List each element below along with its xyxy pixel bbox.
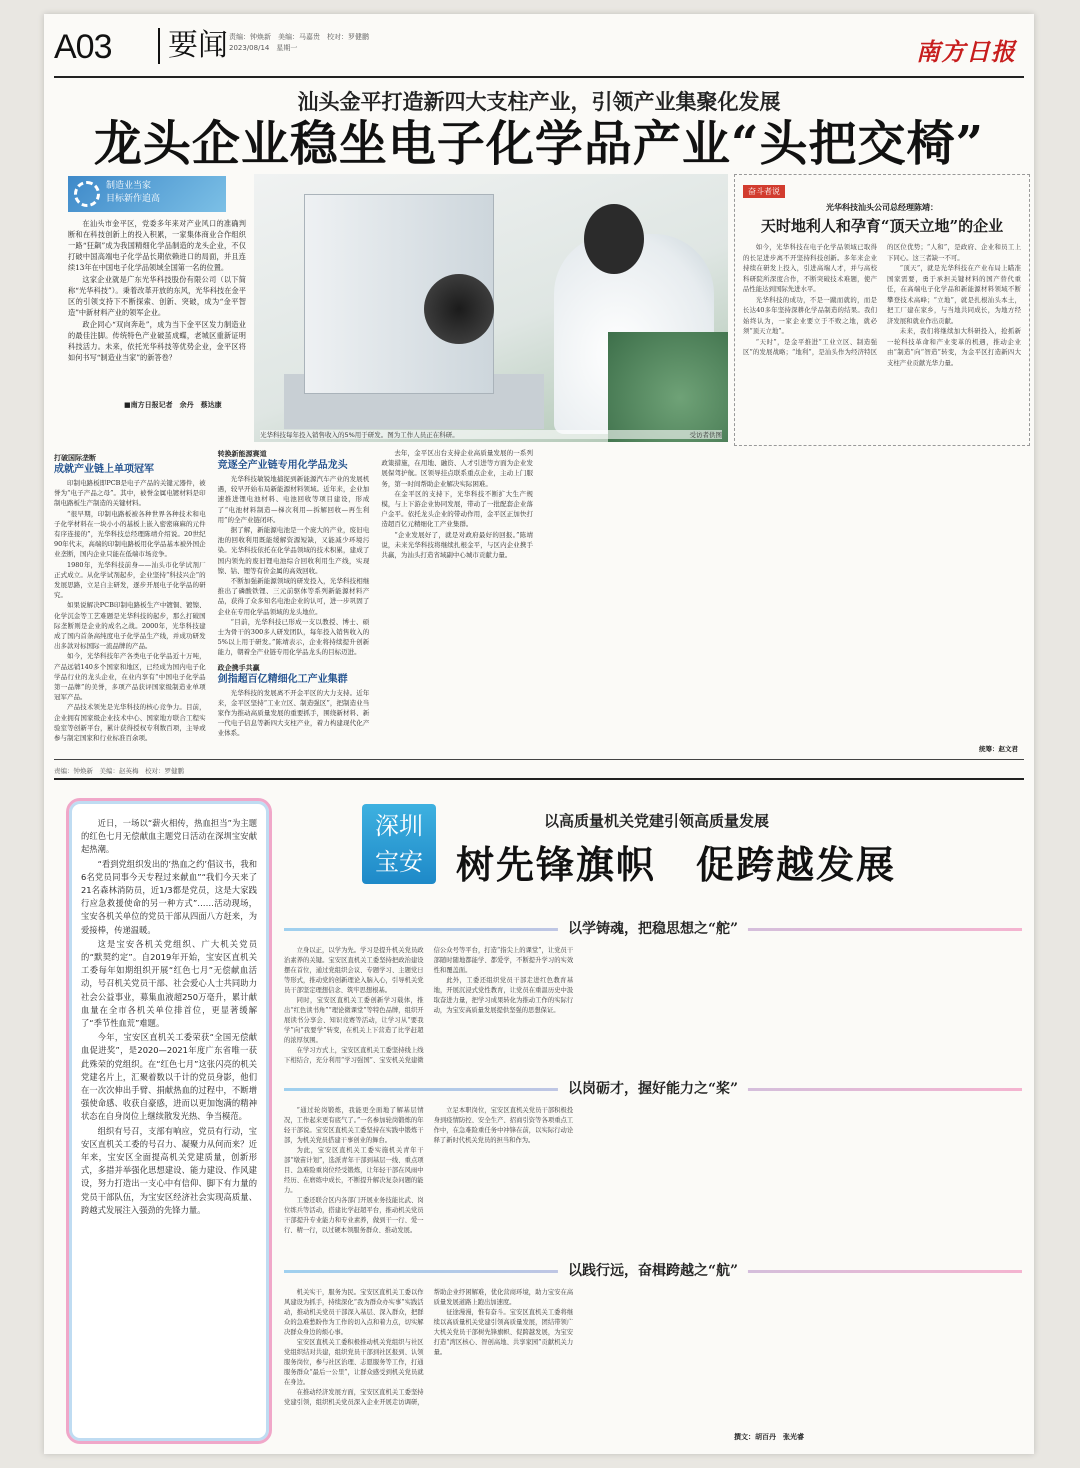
sidebar-paragraph: “顶天”，就是光华科技在产业布局上瞄准国家需要，勇于承担关键材料的国产替代重任，在高端电子化学品和新能源材料领域不断攀登技术高峰；“立地”，就是扎根汕头本土，把工厂建在家乡，与当地共同成长，为地方经济发展和就业作出贡献。	[887, 264, 1021, 325]
band-text	[284, 1288, 1022, 1424]
page-code: A03	[54, 28, 112, 66]
body-paragraph: 光华科技的发展离不开金平区的大力支持。近年来，金平区坚持“工业立区、制造强区”，把制造业当家作为推动高质量发展的重要抓手，围绕新材料、新一代电子信息等新四大支柱产业，着力构建现代化产业体系。	[217, 688, 370, 738]
band-label: 以学铸魂，把稳思想之“舵”	[558, 918, 748, 938]
body-paragraph: 1980年，光华科技前身——汕头市化学试剂厂正式成立。从化学试剂起步，企业坚持“科技兴企”的发展思路，立足自主研发，逐步开展电子化学品的研究。	[54, 560, 206, 600]
body-paragraph: 去年，金平区出台支持企业高质量发展的一系列政策措施，在用地、融资、人才引进等方面为企业发展保驾护航。区领导挂点联系重点企业，主动上门服务，第一时间帮助企业解决实际困难。	[381, 449, 533, 488]
body-paragraph: 不断加强新能源领域的研发投入，光华科技相继推出了磷酸铁锂、三元前驱体等系列新能源材料产品，获得了众多知名电池企业的认可，进一步巩固了企业在专用化学品领域的龙头地位。	[217, 577, 370, 616]
edit-info	[229, 32, 369, 54]
masthead	[54, 22, 1024, 78]
top-story-editor: 统筹：赵文君	[979, 745, 1018, 753]
lower-kicker: 以高质量机关党建引领高质量发展	[544, 812, 770, 830]
sidebar-title: 天时地利人和孕育“顶天立地”的企业	[760, 217, 1004, 235]
subhead-line1: 转换新能源赛道	[217, 450, 267, 458]
gear-icon	[74, 181, 100, 207]
band-paragraph: 工委还联合区内各部门开展业务技能比武、岗位练兵等活动，搭建比学赶超平台，推动机关党员干部提升专业能力和专业素养，做到干一行、爱一行、精一行，以过硬本领服务群众、推动发展。	[284, 1197, 424, 1234]
subhead-line1: 政企携手共赢	[217, 663, 260, 672]
photo-caption-text: 光华科技每年投入销售收入的5%用于研发。图为工作人员正在科研。	[260, 431, 459, 439]
newspaper-logo: 南方日报	[916, 37, 1016, 66]
band-text	[284, 946, 1022, 1070]
body-paragraph: 据了解，新能源电池是一个庞大的产业，废旧电池的回收利用既能缓解资源短缺，又能减少环境污染。光华科技依托在化学品领域的技术积累，建成了国内领先的废旧锂电池综合回收利用生产线，实现镍、钴、锂等有价金属的高效回收。	[217, 526, 370, 575]
subhead-line1: 打破国际垄断	[54, 454, 96, 462]
body-paragraph: “很早期，印制电路板被各种世界各种技术和电子化学材料在一块小小的基板上嵌入密密麻麻的元件有序连接的”，光华科技总经理陈靖介绍说。20世纪90年代末，高端的印制电路板用化学品基本被外国企业垄断，国内企业只能在低端市场竞争。	[54, 509, 206, 559]
sidebar-paragraph: 未来，我们将继续加大科研投入，抢抓新一轮科技革命和产业变革的机遇，推动企业由“制造”向“智造”转变，为金平区打造新四大支柱产业贡献光华力量。	[887, 327, 1021, 367]
region-badge	[362, 804, 436, 884]
intro-paragraph: 近日，一场以“薪火相传，热血担当”为主题的红色七月无偿献血主题党日活动在深圳宝安献起热潮。	[81, 818, 257, 855]
sidebar-paragraph: 如今，光华科技在电子化学品领域已取得的长足进步离不开坚持科技创新。多年来企业持续在研发上投入，引进高端人才，并与高校科研院所深度合作，不断突破技术难题，使产品性能达到国际先进水平。	[743, 243, 877, 293]
section-band	[284, 918, 1022, 940]
body-paragraph: 印制电路板即PCB是电子产品的关键元器件，被誉为“电子产品之母”。其中，被誉金属电镀材料是印制电路板生产制造的关键材料。	[54, 479, 206, 508]
interview-sidebar	[734, 174, 1030, 446]
lede-paragraph: 这家企业就是广东光华科技股份有限公司（以下简称“光华科技”）。秉着改革开放的东风，光华科技在金平区的引领支持下不断探索、创新、突破，成为“金平智造”中新材料产业的领军企业。	[68, 275, 246, 317]
band-label: 以践行远，奋楫跨越之“航”	[558, 1260, 748, 1280]
intro-paragraph: “看到党组织发出的‘热血之约’倡议书，我和6名党员同事今天专程过来献血”“我们今天来了21名森林消防员，近1/3都是党员，这是大家践行应急救援使命的另一种方式”……活动现场，宝安各机关单位的党员干部从四面八方赶来，为爱接棒，传递温暖。	[81, 858, 257, 935]
body-paragraph: 如今，光华科技年产各类电子化学品近十万吨，产品远销140多个国家和地区，已经成为国内电子化学品行业的龙头企业，在业内享有“中国电子化学品第一品牌”的美誉，多项产品获评国家级制造业单项冠军产品。	[54, 652, 206, 702]
top-story-headline: 龙头企业稳坐电子化学品产业“头把交椅”	[93, 116, 985, 172]
sidebar-paragraph: “天时”，是金平推进“工业立区、制造强区”的发展战略；“地利”，是汕头作为经济特区的区位优势；“人和”，是政府、企业和员工上下同心。这三者缺一不可。	[743, 243, 1021, 356]
column-badge-line: 制造业当家	[106, 181, 152, 191]
sidebar-subtitle: 光华科技汕头公司总经理陈靖：	[826, 202, 938, 212]
column-badge-line: 目标新作追高	[106, 194, 161, 204]
band-paragraph: 在推动经济发展方面，宝安区直机关工委坚持党建引领，组织机关党员深入企业开展走访调研，帮助企业纾困解难，优化营商环境，助力宝安在高质量发展道路上跑出加速度。	[284, 1289, 574, 1406]
body-paragraph: “企业发展好了，就是对政府最好的回报。”陈靖说，未来光华科技将继续扎根金平，与区内企业携手共赢，为汕头打造省域副中心城市贡献力量。	[381, 530, 533, 560]
section-subhead	[218, 662, 370, 686]
band-paragraph: 此外，工委还组织党员干部走进红色教育基地，开展沉浸式党性教育，让党员在重温历史中汲取奋进力量，把学习成果转化为推动工作的实际行动，为宝安高质量发展提供坚强的思想保证。	[433, 977, 574, 1014]
photo-microscope-lens	[424, 274, 494, 344]
body-paragraph: 如果说解决PCB印制电路板生产中镀铜、镀镍、化学沉金等工艺难题是光华科技的起步，那么打破国际垄断则是企业的成名之战。2000年，光华科技建成了国内首条高纯度电子化学品生产线，并成功研发出多款对标国际一流品牌的产品。	[54, 601, 206, 651]
photo-caption	[260, 430, 722, 439]
intro-paragraph: 今年，宝安区直机关工委荣获“全国无偿献血促进奖”，是2020—2021年度广东省唯一获此殊荣的党组织。在“红色七月”这张闪亮的机关党建名片上，汇聚着数以千计的党员身影，他们在一次次伸出手臂、捐献热血的过程中，不断增强使命感、收获自豪感，进而以更加饱满的精神状态在自身岗位上继续散发光热、争当模范。	[81, 1032, 257, 1122]
lede-paragraph: 政企同心“双向奔赴”，成为当下金平区发力制造业的最佳注脚。传统特色产业破茧成蝶，老城区重新证明科技活力。未来，依托光华科技等优势企业，金平区将如何书写“制造业当家”的新答卷？	[68, 320, 246, 362]
intro-box	[66, 798, 272, 1444]
lede-paragraph: 在汕头市金平区，党委多年来对产业风口的准确判断和在科技创新上的投入积累，一家集体商业合作组织一路“狂飙”成为我国精细化学品制造的龙头企业，不仅打破中国高端电子化学品长期依赖进口的局面，并且连续13年在中国电子化学品领域全国第一名的位置。	[68, 219, 246, 272]
top-story-lede	[68, 218, 246, 364]
band-label: 以岗砺才，握好能力之“桨”	[558, 1078, 748, 1098]
column-badge	[68, 176, 226, 212]
section-band	[284, 1260, 1022, 1282]
band-paragraph: 宝安区直机关工委积极推动机关党组织与社区党组织结对共建，组织党员干部到社区报到、认领服务岗位，参与社区治理、志愿服务等工作，打通服务群众“最后一公里”，让群众感受到机关党员就在身边。	[284, 1339, 424, 1386]
top-story-body	[54, 448, 1024, 760]
band-paragraph: “通过轮岗锻炼，我能更全面地了解基层情况，工作起来更有底气了。”一名参加轮岗锻炼的年轻干部说。宝安区直机关工委坚持在实践中锻炼干部，为机关党员搭建干事创业的舞台。	[284, 1107, 424, 1144]
sidebar-tag: 奋斗者说	[743, 185, 785, 198]
intro-paragraph: 组织有号召，支部有响应，党员有行动，宝安区直机关工委的号召力、凝聚力从何而来？近年来，宝安区全面提高机关党建质量，创新形式，多措并举强化思想建设、能力建设、作风建设，努力打造出一支心中有信仰、脚下有力量的党员干部队伍，为宝安区经济社会实现高质量、跨越式发展注入强劲的先锋力量。	[81, 1125, 257, 1215]
subhead-line2: 竞逐全产业链专用化学品龙头	[217, 460, 348, 471]
body-paragraph: 产品技术领先是光华科技的核心竞争力。目前，企业拥有国家级企业技术中心、国家地方联合工程实验室等创新平台，累计获得授权专利数百项，主导或参与制定国家和行业标准百余项。	[54, 703, 206, 743]
newspaper-page	[44, 14, 1034, 1454]
subhead-line2: 成就产业链上单项冠军	[54, 464, 154, 475]
edit-info-line: 责编：钟焕新 美编：马嘉贵 校对：罗健鹏	[229, 33, 369, 41]
section-subhead	[218, 448, 370, 472]
band-paragraph: 立足本职岗位，宝安区直机关党员干部积极投身到疫情防控、安全生产、招商引资等各项重点工作中，在急难险重任务中冲锋在前，以实际行动诠释了新时代机关党员的担当和作为。	[433, 1107, 574, 1144]
lab-photo	[254, 174, 728, 442]
band-text	[284, 1106, 1022, 1248]
top-story-kicker: 汕头金平打造新四大支柱产业，引领产业集聚化发展	[297, 89, 781, 114]
band-paragraph: 为此，宝安区直机关工委实施机关青年干部“墩苗计划”，选派青年干部到基层一线、重点项目、急难险重岗位经受锻炼，让年轻干部在风雨中经历、在磨练中成长，不断提升解决复杂问题的能力。	[284, 1147, 424, 1194]
band-paragraph: 征途漫漫，惟有奋斗。宝安区直机关工委将继续以高质量机关党建引领高质量发展，团结带领广大机关党员干部树先锋旗帜、促跨越发展，为宝安打造“湾区核心、智创高地、共享家园”贡献机关力量。	[433, 1309, 574, 1356]
body-paragraph: 在金平区的支持下，光华科技不断扩大生产规模，与上下游企业协同发展，带动了一批配套企业落户金平。依托龙头企业的带动作用，金平区正加快打造超百亿元精细化工产业集群。	[381, 489, 533, 529]
lower-credit: 撰文：胡百丹 张光睿	[734, 1433, 804, 1441]
photo-plant	[608, 332, 728, 442]
date-line: 2023/08/14 星期一	[229, 44, 298, 52]
band-paragraph: 立身以正，以学为先。学习是提升机关党员政治素养的关键。宝安区直机关工委坚持把政治建设摆在首位，通过党组织会议、专题学习、主题党日等形式，推动党的创新理论入脑入心，引导机关党员干部坚定理想信念、筑牢思想根基。	[284, 947, 424, 994]
body-paragraph: “目前，光华科技已形成一支以教授、博士、硕士为骨干的300多人研发团队，每年投入销售收入的5%以上用于研发。”陈靖表示，企业将持续提升创新能力，朝着全产业链专用化学品龙头的目标迈进。	[217, 617, 370, 657]
section-divider	[54, 778, 1024, 780]
section-name: 要闻	[158, 28, 228, 64]
sidebar-paragraph: 光华科技的成功，不是一蹴而就的，而是长达40多年坚持深耕化学品制造的结果。我们始终认为，一家企业要立于不败之地，就必须“顶天立地”。	[743, 295, 877, 335]
photo-credit: 受访者供图	[689, 431, 722, 439]
band-paragraph: 在学习方式上，宝安区直机关工委坚持线上线下相结合，充分利用“学习强国”、宝安机关党建微信公众号等平台，打造“指尖上的课堂”，让党员干部随时随地都能学、都爱学，不断提升学习的实效性和覆盖面。	[284, 947, 574, 1064]
photo-worker-head	[584, 204, 644, 274]
byline: ■南方日报记者 余丹 蔡达康	[124, 401, 222, 409]
region-badge-line: 深圳	[375, 812, 423, 840]
section-subhead	[54, 452, 206, 476]
lower-headline: 树先锋旗帜 促跨越发展	[456, 842, 897, 887]
band-paragraph: 机关实干，服务为民。宝安区直机关工委以作风建设为抓手，持续深化“我为群众办实事”实践活动，推动机关党员干部深入基层、深入群众，把群众的急难愁盼作为工作的切入点和着力点，切实解决群众身边的烦心事。	[284, 1289, 424, 1336]
band-paragraph: 同时，宝安区直机关工委创新学习载体，推出“红色读书角”“理论微课堂”等特色品牌，组织开展读书分享会、知识竞赛等活动，让学习从“要我学”向“我要学”转变，在机关上下营造了比学赶超的浓厚氛围。	[284, 997, 424, 1044]
subhead-line2: 剑指超百亿精细化工产业集群	[217, 673, 348, 685]
body-paragraph: 光华科技敏锐地捕捉到新能源汽车产业的发展机遇，较早开始布局新能源材料领域。近年来，企业加速推进锂电池材料、电池回收等项目建设，形成了“电池材料制造—梯次利用—拆解回收—再生利用”的全产业链闭环。	[217, 475, 370, 524]
lower-edit-info: 责编：钟焕新 美编：赵英梅 校对：罗健鹏	[54, 767, 184, 775]
sidebar-text	[743, 242, 1021, 368]
section-band	[284, 1078, 1022, 1100]
region-badge-line: 宝安	[375, 848, 423, 876]
intro-paragraph: 这是宝安各机关党组织、广大机关党员的“默契约定”。自2019年开始，宝安区直机关工委每年如期组织开展“红色七月”无偿献血活动，号召机关党员干部、社会爱心人士共同助力社会公益事业，募集血液超250万毫升，累计献血量在全市各机关单位排首位，更显著缓解了“季节性血荒”难题。	[81, 938, 257, 1029]
